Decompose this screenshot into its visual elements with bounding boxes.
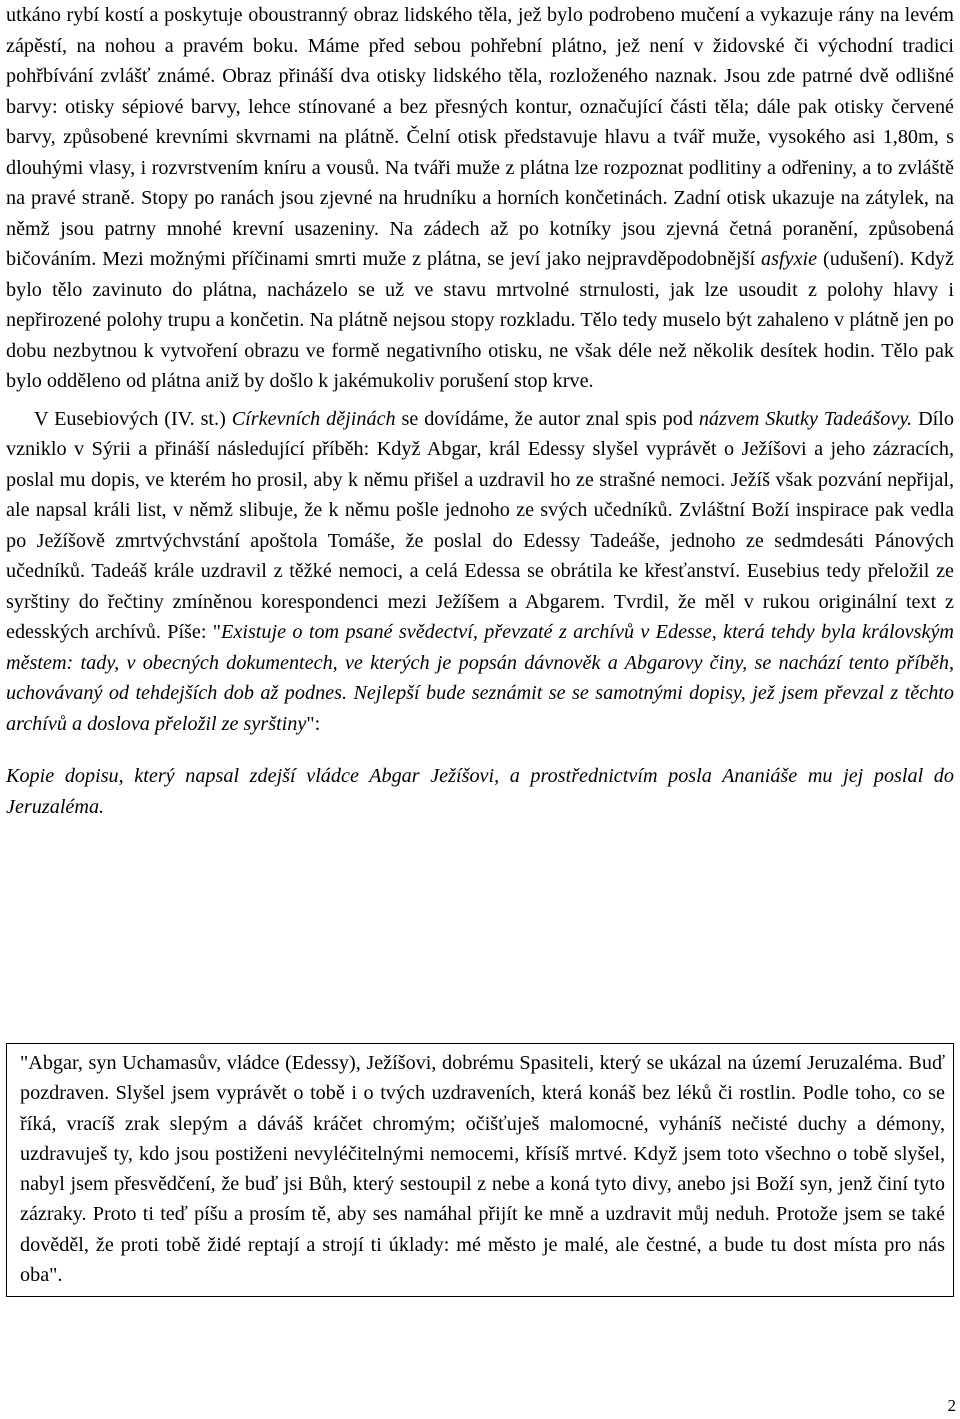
paragraph-eusebius xyxy=(6,404,954,740)
italic-quote: Existuje o tom psané svědectví, převzaté z archívů v Edesse, která tehdy byla královským městem: tady, v obecných dokumentech, ve kterých je popsán dávnověk a Abgarovy činy, se nachází tento příběh, uchovávaný od tehdejších dob až podnes. Nejlepší bude seznámit se se samotnými dopisy, jež jsem převzal z těchto archívů a doslova přeložil ze syrštiny xyxy=(6,621,954,735)
page-number: 2 xyxy=(947,1396,956,1415)
text-segment: ": xyxy=(306,712,321,735)
letter-text: "Abgar, syn Uchamasův, vládce (Edessy), Ježíšovi, dobrému Spasiteli, který se ukázal na území Jeruzaléma. Buď pozdraven. Slyšel jsem vyprávět o tobě i o tvých uzdraveních, která konáš bez léků či rostlin. Podle toho, co se říká, vracíš zrak slepým a dáváš kráčet chromým; očišťuješ malomocné, vyháníš nečisté duchy a démony, uzdravuješ ty, kdo jsou postiženi nevyléčitelnými nemocemi, křísíš mrtvé. Když jsem toto všechno o tobě slyšel, nabyl jsem přesvědčení, že buď jsi Bůh, který sestoupil z nebe a koná tyto divy, anebo jsi Boží syn, jenž činí tyto zázraky. Proto ti teď píšu a prosím tě, aby ses namáhal přijít ke mně a uzdravit můj neduh. Protože jsem se také dověděl, že proti tobě židé reptají a strojí ti úklady: mé město je malé, ale čestné, a bude tu dost místa pro nás oba". xyxy=(20,1052,945,1287)
paragraph-shroud-description xyxy=(6,0,954,397)
text-segment: (udušení). Když bylo tělo zavinuto do plátna, nacházelo se už ve stavu mrtvolné strnulosti, jak lze usoudit z polohy hlavy i nepřirozené polohy trupu a končetin. Na plátně nejsou stopy rozkladu. Tělo tedy muselo být zahaleno v plátně jen po dobu nezbytnou k vytvoření obrazu ve formě negativního otisku, ne však déle než několik desítek hodin. Tělo pak bylo odděleno od plátna aniž by došlo k jakémukoliv porušení stop krve. xyxy=(6,248,954,392)
text-segment: V Eusebiových (IV. st.) xyxy=(34,407,232,430)
paragraph-letter-intro: Kopie dopisu, který napsal zdejší vládce Abgar Ježíšovi, a prostřednictvím posla Ananiáše mu jej poslal do Jeruzaléma. xyxy=(6,765,954,818)
text-segment: utkáno rybí kostí a poskytuje oboustranný obraz lidského těla, jež bylo podrobeno mučení a vykazuje rány na levém zápěstí, na nohou a pravém boku. Máme před sebou pohřební plátno, jež není v židovské či východní tradici pohřbívání zvlášť známé. Obraz přináší dva otisky lidského těla, rozloženého naznak. Jsou zde patrné dvě odlišné barvy: otisky sépiové barvy, lehce stínované a bez přesných kontur, označující části těla; dále pak otisky červené barvy, způsobené krevními skvrnami na plátně. Čelní otisk představuje hlavu a tvář muže, vysokého asi 1,80m, s dlouhými vlasy, i rozvrstvením kníru a vousů. Na tváři muže z plátna lze rozpoznat podlitiny a odřeniny, a to zvláště na pravé straně. Stopy po ranách jsou zjevné na hrudníku a horních končetinách. Zadní otisk ukazuje na zátylek, na němž jsou patrny mnohé krevní usazeniny. Na zádech až po kotníky jsou zjevná četná poranění, způsobená bičováním. Mezi možnými příčinami smrti muže z plátna, se jeví jako nejpravděpodobnější xyxy=(6,4,954,270)
text-segment: se dovídáme, že autor znal spis pod xyxy=(395,407,699,430)
text-segment: Dílo vzniklo v Sýrii a přináší následující příběh: Když Abgar, král Edessy slyšel vyprávět o Ježíšovi a jeho zázracích, poslal mu dopis, ve kterém ho prosil, aby k němu přišel a uzdravil ho ze strašné nemoci. Ježíš však pozvání nepřijal, ale napsal králi list, v němž slibuje, že k němu pošle jednoho ze svých učedníků. Zvláštní Boží inspirace pak vedla po Ježíšově zmrtvýchvstání apoštola Tomáše, že poslal do Edessy Tadeáše, jednoho ze sedmdesáti Pánových učedníků. Tadeáš krále uzdravil z těžké nemoci, a celá Edessa se obrátila ke křesťanství. Eusebius tedy přeložil ze syrštiny do řečtiny zmíněnou korespondenci mezi Ježíšem a Abgarem. Tvrdil, že měl v rukou originální text z edesských archívů. Píše: " xyxy=(6,407,954,643)
italic-title: názvem Skutky Tadeášovy. xyxy=(698,407,913,430)
italic-title: Církevních dějinách xyxy=(231,407,396,430)
letter-quote-box xyxy=(6,1043,954,1297)
document-page xyxy=(6,0,954,1287)
italic-term: asfyxie xyxy=(761,248,818,270)
